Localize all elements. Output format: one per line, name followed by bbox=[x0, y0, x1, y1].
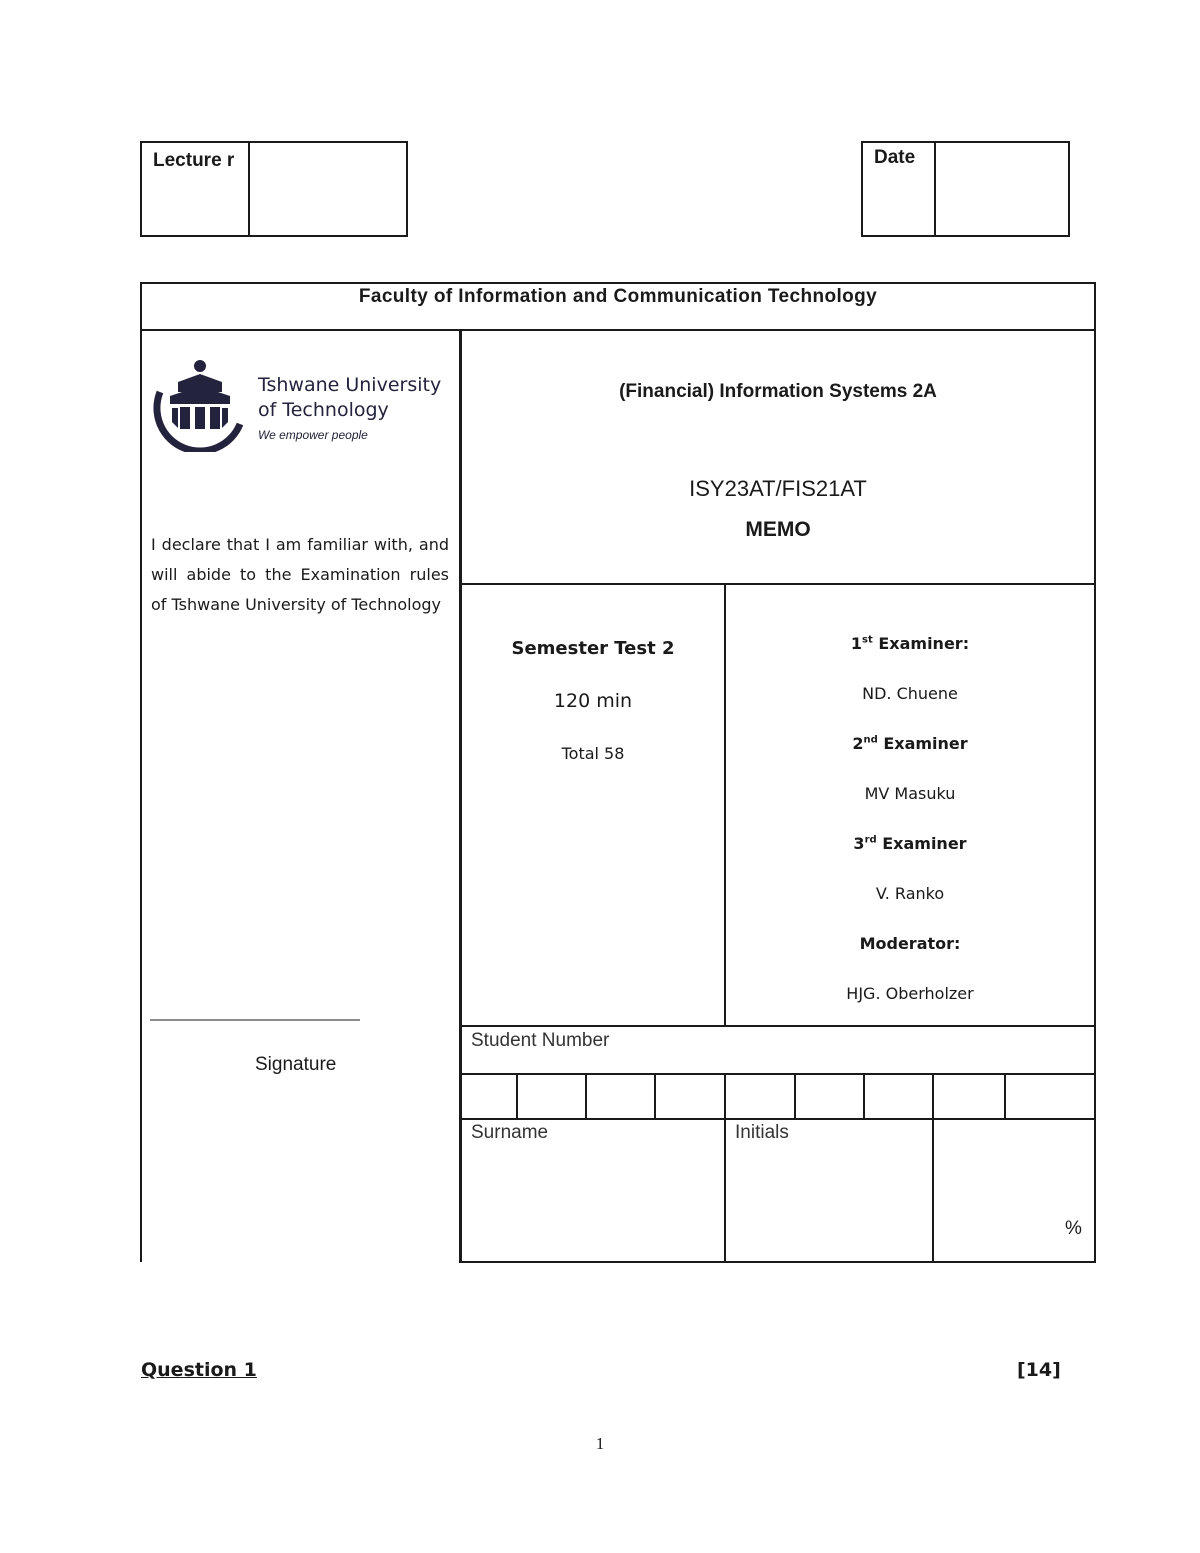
student-number-label: Student Number bbox=[471, 1030, 610, 1051]
page-number: 1 bbox=[595, 1434, 605, 1453]
initials-field[interactable] bbox=[726, 1150, 932, 1260]
logo-tagline: We empower people bbox=[258, 428, 368, 442]
logo-name-line2: of Technology bbox=[258, 399, 389, 421]
first-examiner-name: ND. Chuene bbox=[862, 684, 958, 703]
course-title: (Financial) Information Systems 2A bbox=[619, 381, 937, 402]
lecturer-input[interactable] bbox=[250, 143, 406, 235]
declaration-text: I declare that I am familiar with, and will abide to the Examination rules of Tshwane University of Technology bbox=[151, 535, 449, 614]
first-examiner-heading: 1st Examiner: bbox=[850, 634, 970, 653]
faculty-title: Faculty of Information and Communication Technology bbox=[358, 286, 878, 307]
tut-emblem-icon bbox=[150, 352, 250, 452]
question-marks: [14] bbox=[1017, 1359, 1061, 1381]
surname-field[interactable] bbox=[462, 1150, 724, 1260]
date-label: Date bbox=[874, 147, 916, 168]
signature-label: Signature bbox=[255, 1054, 337, 1075]
date-input[interactable] bbox=[935, 143, 1068, 235]
logo-name-line1: Tshwane University bbox=[258, 374, 442, 396]
second-examiner-name: MV Masuku bbox=[864, 784, 956, 803]
moderator-name: HJG. Oberholzer bbox=[846, 984, 974, 1003]
course-code: ISY23AT/FIS21AT bbox=[689, 476, 867, 501]
third-examiner-heading: 3rd Examiner bbox=[853, 834, 967, 853]
second-examiner-heading: 2nd Examiner bbox=[852, 734, 968, 753]
memo-label: MEMO bbox=[745, 518, 811, 541]
initials-label: Initials bbox=[735, 1122, 789, 1143]
moderator-heading: Moderator: bbox=[859, 934, 961, 953]
mark-field[interactable] bbox=[934, 1122, 1054, 1214]
signature-line: —————————————— bbox=[150, 1011, 360, 1028]
surname-label: Surname bbox=[471, 1122, 549, 1143]
third-examiner-name: V. Ranko bbox=[875, 884, 945, 903]
university-logo bbox=[150, 352, 450, 452]
test-duration: 120 min bbox=[553, 690, 633, 712]
percent-label: % bbox=[1065, 1218, 1082, 1239]
student-number-cells[interactable] bbox=[462, 1075, 1094, 1119]
examiners-block bbox=[726, 634, 1094, 1034]
test-name: Semester Test 2 bbox=[511, 638, 675, 659]
lecturer-label: Lecture r bbox=[153, 150, 235, 171]
test-total: Total 58 bbox=[561, 744, 625, 763]
question-title: Question 1 bbox=[141, 1359, 257, 1381]
